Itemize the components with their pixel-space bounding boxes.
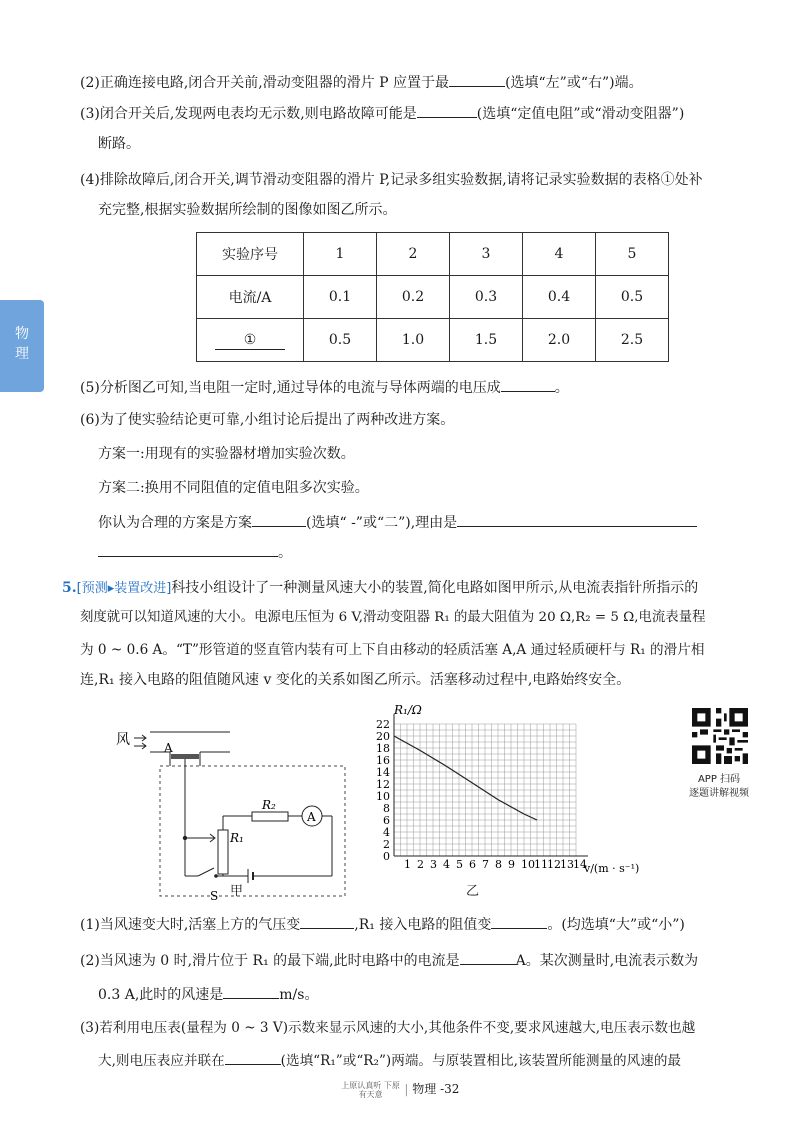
answer-blank[interactable]	[417, 103, 477, 118]
y-tick-label: 0	[383, 850, 390, 863]
r2-resistor	[252, 812, 288, 821]
figure-a-caption: 甲	[230, 884, 244, 899]
q5-sub3-line1: (3)若利用电压表(量程为 0 ~ 3 V)示数来显示风速的大小,其他条件不变,要求风速越大,电压表示数也越	[80, 1020, 696, 1036]
wind-label: 风	[116, 732, 130, 748]
x-tick-label: 13	[560, 858, 574, 871]
answer-blank[interactable]	[457, 512, 697, 527]
table-cell: 1.5	[450, 319, 523, 362]
q4-part3	[80, 103, 684, 124]
q5-sub2-line2	[98, 984, 318, 1005]
table-cell: 2.0	[523, 319, 596, 362]
x-tick-label: 12	[547, 858, 561, 871]
table-cell: 1.0	[377, 319, 450, 362]
q4-part5	[80, 377, 569, 398]
q4-part3-tail: (选填“定值电阻”或“滑动变阻器”)	[476, 106, 685, 122]
y-tick-label: 14	[376, 766, 390, 779]
answer-blank[interactable]	[225, 1050, 281, 1065]
answer-blank[interactable]	[300, 914, 354, 929]
q4-part3-text: (3)闭合开关后,发现两电表均无示数,则电路故障可能是	[80, 106, 417, 122]
q5-text: 科技小组设计了一种测量风速大小的装置,简化电路如图甲所示,从电流表指针所指示的	[171, 580, 699, 596]
chart-axes	[394, 714, 588, 856]
answer-blank[interactable]	[252, 512, 306, 527]
q4-part4-line1: (4)排除故障后,闭合开关,调节滑动变阻器的滑片 P,记录多组实验数据,请将记录实验数据的表格①处补	[80, 172, 703, 188]
q5-line1	[62, 578, 698, 599]
q5-sub1-mid: ,R₁ 接入电路的阻值变	[354, 917, 492, 933]
x-tick-label: 1	[404, 858, 411, 871]
q4-part6-line-end	[98, 542, 292, 563]
q5-line3: 为 0 ~ 0.6 A。“T”形管道的竖直管内装有可上下自由移动的轻质活塞 A,A 通过轻质硬杆与 R₁ 的滑片相	[80, 642, 705, 658]
x-tick-label: 9	[508, 858, 515, 871]
y-tick-label: 6	[383, 814, 390, 827]
x-tick-label: 2	[417, 858, 424, 871]
y-tick-label: 10	[376, 790, 390, 803]
q5-sub2-line2-tail: m/s。	[279, 987, 319, 1003]
q4-plan1: 方案一:用现有的实验器材增加实验次数。	[98, 446, 355, 462]
q4-plan2: 方案二:换用不同阻值的定值电阻多次实验。	[98, 480, 369, 496]
y-tick-label: 12	[376, 778, 390, 791]
resistance-speed-chart	[360, 700, 650, 880]
x-tick-label: 6	[469, 858, 476, 871]
y-tick-label: 8	[383, 802, 390, 815]
table-cell: 4	[523, 233, 596, 276]
y-tick-label: 22	[376, 718, 390, 731]
r1-label: R₁	[230, 831, 244, 845]
answer-blank[interactable]	[449, 72, 505, 87]
table-cell: 0.5	[304, 319, 377, 362]
q4-part6-mid: (选填“ -”或“二”),理由是	[306, 515, 458, 531]
x-tick-label: 11	[534, 858, 548, 871]
piston	[171, 754, 199, 759]
piston-label: A	[164, 741, 173, 755]
q4-part6-line1: (6)为了使实验结论更可靠,小组讨论后提出了两种改进方案。	[80, 412, 455, 428]
q5-line4: 连,R₁ 接入电路的阻值随风速 v 变化的关系如图乙所示。活塞移动过程中,电路始终安全。	[80, 672, 631, 688]
q5-sub1-text: (1)当风速变大时,活塞上方的气压变	[80, 917, 301, 933]
answer-blank[interactable]	[501, 377, 555, 392]
answer-blank[interactable]	[491, 914, 547, 929]
qr-caption-1: APP 扫码	[697, 774, 741, 785]
answer-blank[interactable]	[460, 950, 516, 965]
q4-part6-end: 。	[278, 545, 292, 561]
table-row	[197, 233, 669, 276]
table-cell: 0.2	[377, 276, 450, 319]
chart-grid	[394, 724, 576, 856]
table-row	[197, 319, 669, 362]
side-tab-label: 物理	[15, 326, 29, 362]
y-tick-label: 16	[376, 754, 390, 767]
footer-divider: |	[404, 1082, 409, 1096]
chart-ticks	[376, 718, 587, 871]
q5-sub1-tail: 。(均选填“大”或“小”)	[547, 917, 685, 933]
q4-part2	[80, 72, 643, 93]
table-cell: 0.4	[523, 276, 596, 319]
table-cell: 电流/A	[197, 276, 304, 319]
x-tick-label: 10	[521, 858, 535, 871]
switch-label: S	[210, 889, 219, 903]
footer-logo-text: 上原认真听 下原有天意	[341, 1080, 400, 1099]
q5-line2: 刻度就可以知道风速的大小。电源电压恒为 6 V,滑动变阻器 R₁ 的最大阻值为 20 Ω,R₂ = 5 Ω,电流表量程	[80, 610, 706, 625]
x-tick-label: 3	[430, 858, 437, 871]
q4-part4-line2: 充完整,根据实验数据所绘制的图像如图乙所示。	[98, 202, 397, 218]
y-tick-label: 18	[376, 742, 390, 755]
x-tick-label: 5	[456, 858, 463, 871]
x-tick-label: 8	[495, 858, 502, 871]
y-tick-label: 2	[383, 838, 390, 851]
q5-sub2	[80, 950, 698, 971]
y-tick-label: 4	[383, 826, 390, 839]
figure-b-caption: 乙	[466, 884, 480, 899]
page-footer	[0, 1080, 800, 1099]
table-cell: 5	[596, 233, 669, 276]
q5-sub3-line2-tail: (选填“R₁”或“R₂”)两端。与原装置相比,该装置所能测量的风速的最	[280, 1053, 682, 1069]
table-cell: 实验序号	[197, 233, 304, 276]
x-tick-label: 4	[443, 858, 450, 871]
q4-part2-text: (2)正确连接电路,闭合开关前,滑动变阻器的滑片 P 应置于最	[80, 75, 450, 91]
q5-sub2-text: (2)当风速为 0 时,滑片位于 R₁ 的最下端,此时电路中的电流是	[80, 953, 460, 969]
slider-arrow	[185, 834, 215, 842]
q5-sub3-line2-text: 大,则电压表应并联在	[98, 1053, 225, 1069]
q5-sub3-line2	[98, 1050, 681, 1071]
q4-part5-text: (5)分析图乙可知,当电阻一定时,通过导体的电流与导体两端的电压成	[80, 380, 501, 396]
y-axis-label: R₁/Ω	[394, 703, 422, 717]
qr-caption-2: 逐题讲解视频	[689, 788, 749, 799]
table-cell: 3	[450, 233, 523, 276]
table-cell: 0.5	[596, 276, 669, 319]
table-row	[197, 276, 669, 319]
answer-blank[interactable]	[98, 542, 278, 557]
r1-resistor	[218, 830, 228, 874]
page-number: 物理 -32	[412, 1082, 460, 1096]
wind-arrows	[134, 735, 146, 749]
fill-blank-circle-one[interactable]: ①	[215, 331, 285, 350]
question-tag: [预测▸装置改进]	[76, 581, 172, 596]
table-cell: 1	[304, 233, 377, 276]
table-cell	[197, 319, 304, 362]
x-tick-label: 14	[573, 858, 587, 871]
ammeter-label: A	[307, 810, 316, 824]
q4-part2-tail: (选填“左”或“右”)端。	[505, 75, 643, 91]
answer-blank[interactable]	[223, 984, 279, 999]
q4-part5-tail: 。	[554, 380, 569, 396]
r2-label: R₂	[262, 798, 276, 812]
table-cell: 0.3	[450, 276, 523, 319]
table-cell: 2	[377, 233, 450, 276]
y-tick-label: 20	[376, 730, 390, 743]
switch	[198, 868, 214, 876]
q4-part3-line2: 断路。	[98, 136, 140, 152]
q5-sub1	[80, 914, 685, 935]
question-number: 5.	[62, 580, 77, 596]
table-cell: 2.5	[596, 319, 669, 362]
q4-part6-text: 你认为合理的方案是方案	[98, 515, 252, 531]
x-tick-label: 7	[482, 858, 489, 871]
x-axis-label: v/(m · s⁻¹)	[584, 862, 640, 875]
experiment-table	[196, 232, 669, 362]
q5-sub2-line2-text: 0.3 A,此时的风速是	[98, 987, 224, 1003]
subject-side-tab	[0, 300, 44, 392]
qr-code-icon[interactable]	[692, 708, 748, 764]
q4-part6-question	[98, 512, 697, 533]
q5-sub2-tail: A。某次测量时,电流表示数为	[515, 953, 699, 969]
table-cell: 0.1	[304, 276, 377, 319]
